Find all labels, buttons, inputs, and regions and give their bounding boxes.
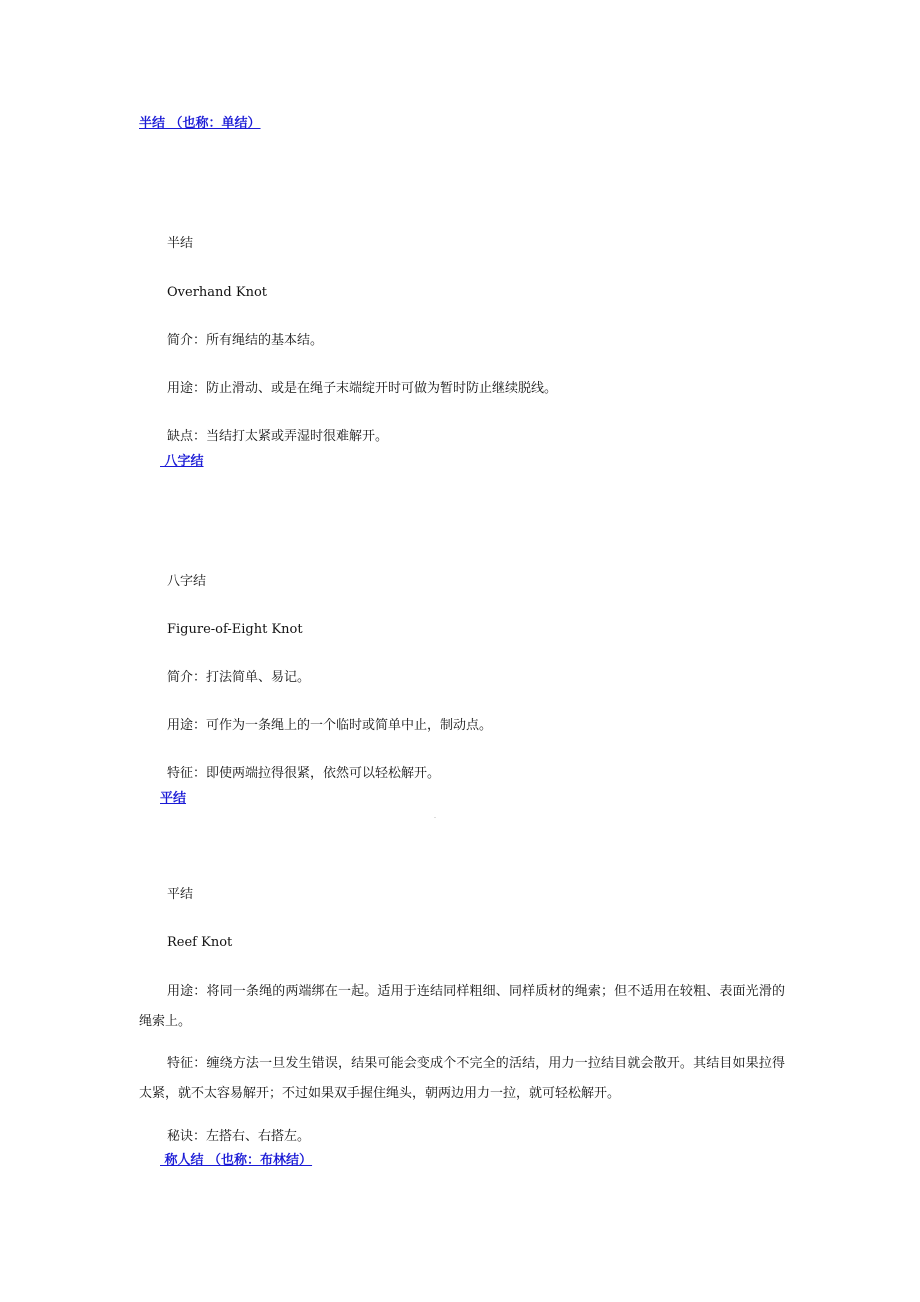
knot-intro: 简介：所有绳结的基本结。 <box>167 333 324 348</box>
link-figure-eight-knot[interactable]: 八字结 <box>160 454 204 469</box>
knot-name-en: Figure-of-Eight Knot <box>167 622 303 637</box>
link-reef-knot[interactable]: 平结 <box>160 791 187 806</box>
knot-usage: 用途：防止滑动、或是在绳子末端绽开时可做为暂时防止继续脱线。 <box>167 381 558 396</box>
link-overhand-knot[interactable]: 半结 （也称：单结） <box>139 116 261 131</box>
knot-name-en: Reef Knot <box>167 935 233 950</box>
knot-usage: 用途：将同一条绳的两端绑在一起。适用于连结同样粗细、同样质材的绳索；但不适用在较粗、表面光滑的绳索上。 <box>139 984 785 1029</box>
knot-drawback: 缺点：当结打太紧或弄湿时很难解开。 <box>167 429 389 444</box>
knot-feature: 特征：即使两端拉得很紧，依然可以轻松解开。 <box>167 766 441 781</box>
knot-intro: 简介：打法简单、易记。 <box>167 670 311 685</box>
knot-name-cn: 平结 <box>167 887 194 902</box>
knot-feature: 特征：缠绕方法一旦发生错误，结果可能会变成个不完全的活结，用力一拉结目就会散开。其结目如果拉得太紧，就不太容易解开；不过如果双手握住绳头，朝两边用力一拉，就可轻松解开。 <box>139 1056 785 1101</box>
knot-name-cn: 半结 <box>167 236 194 251</box>
image-placeholder <box>434 817 436 818</box>
knot-tip: 秘诀：左搭右、右搭左。 <box>167 1129 311 1144</box>
knot-name-en: Overhand Knot <box>167 285 267 300</box>
knot-name-cn: 八字结 <box>167 574 207 589</box>
knot-usage: 用途：可作为一条绳上的一个临时或简单中止，制动点。 <box>167 718 493 733</box>
link-bowline-knot[interactable]: 称人结 （也称：布林结） <box>160 1153 313 1168</box>
